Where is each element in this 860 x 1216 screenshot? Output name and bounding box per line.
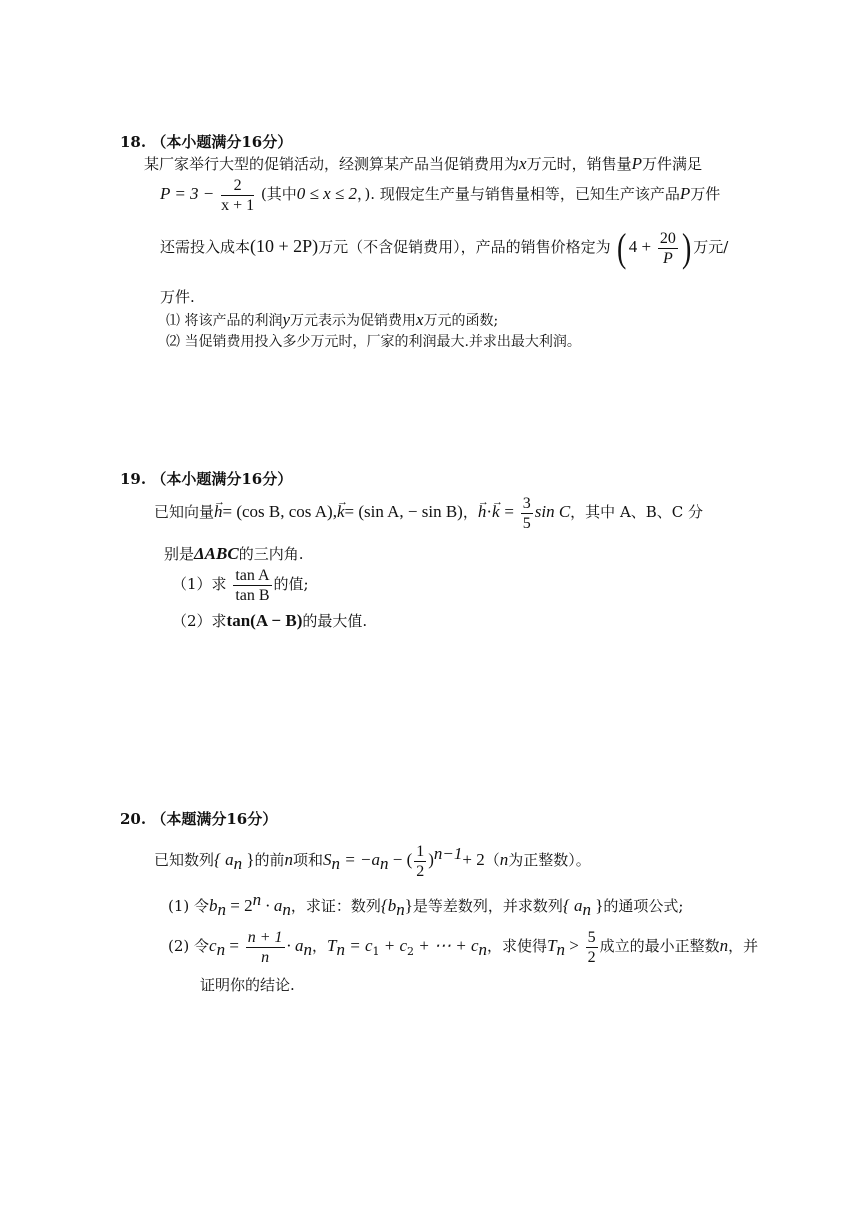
q18-line-4: 万件. (160, 288, 195, 306)
q20-line-1: 已知数列{ $a_n$ }的前n项和$S_n = -a_n$ − ( $\frac{1}{2}$ )$^{n-1}$+ 2（n为正整数）。 (154, 842, 591, 880)
q20-line-3: 证明你的结论. (200, 976, 295, 994)
q18-line-3: 还需投入成本(10 + 2P)万元（不含促销费用），产品的销售价格定为 ( 4 + $\frac{20}{P}$ ) 万元/ (160, 225, 729, 270)
q20-heading: 20. （本题满分16分） (120, 810, 278, 828)
q18-line-2: P = 3 − $\frac{2}{x + 1}$ (其中0 ≤ x ≤ 2，). 现假定生产量与销售量相等，已知生产该产品P万件 (160, 176, 721, 214)
q18-price-fraction: $\frac{20}{P}$ (659, 229, 676, 267)
q20-cn-fraction: $\frac{n + 1}{n}$ (247, 928, 283, 966)
q19-part-2: （2）求tan(A − B)的最大值. (172, 611, 368, 630)
q19-fraction: $\frac{3}{5}$ (522, 494, 531, 532)
q18-line-1: 某厂家举行大型的促销活动，经测算某产品当促销费用为x万元时，销售量P万件满足 (144, 154, 702, 173)
q20-part-2: (2) 令$c_n$ = $\frac{n + 1}{n}$ · $a_n$，$T_n = c_1 + c_2$ + ⋯ + $c_n$，求使得$T_n$ > $\frac{5}{2}$ 成立的最小正整数n，并 (168, 928, 759, 966)
q20-half-fraction: $\frac{1}{2}$ (416, 842, 425, 880)
q18-heading: 18. （本小题满分16分） (120, 133, 293, 151)
q18-fraction: $\frac{2}{x + 1}$ (221, 176, 255, 214)
q19-line-2: 别是ΔABC的三内角. (164, 544, 304, 563)
q18-part-2: ⑵ 当促销费用投入多少万元时，厂家的利润最大.并求出最大利润。 (166, 334, 581, 350)
q19-tan-fraction: $\frac{\text{tan A}}{\text{tan B}}$ (235, 566, 270, 604)
q19-line-1: 已知向量→ h= (cos B, cos A),→ k= (sin A, − sin B)，→ h·→ k = $\frac{3}{5}$ sin C，其中 A、B、C 分 (154, 490, 703, 534)
q18-part-1: ⑴ 将该产品的利润y万元表示为促销费用x万元的函数; (166, 310, 499, 329)
q20-target-fraction: $\frac{5}{2}$ (587, 928, 596, 966)
q19-part-1: （1）求 $\frac{\text{tan A}}{\text{tan B}}$ 的值; (172, 566, 309, 604)
q20-part-1: (1) 令$b_n = 2^n \cdot a_n$，求证：数列$\{b_n\}$是等差数列，并求数列{ $a_n$ }的通项公式; (168, 890, 684, 919)
q19-heading: 19. （本小题满分16分） (120, 470, 293, 488)
